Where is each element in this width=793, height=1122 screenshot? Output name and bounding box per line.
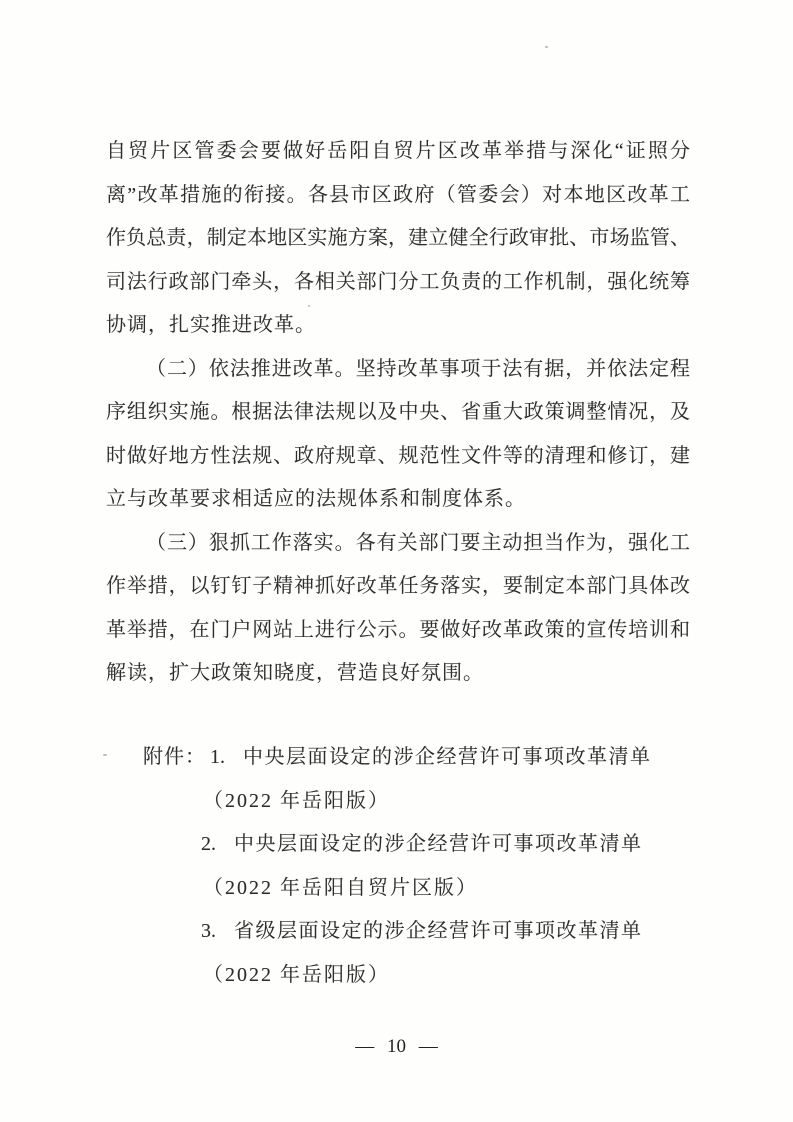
attachments-label: 附件： bbox=[143, 746, 206, 768]
body-line: 作负总责，制定本地区实施方案，建立健全行政审批、市场监管、 bbox=[106, 227, 690, 249]
paragraph bbox=[106, 522, 690, 696]
scan-speck bbox=[103, 754, 107, 756]
attachment-title: 中央层面设定的涉企经营许可事项改革清单 bbox=[243, 746, 652, 768]
body-line: 时做好地方性法规、政府规章、规范性文件等的清理和修订，建 bbox=[106, 444, 690, 467]
attachment-number: 2. bbox=[201, 833, 216, 855]
body-line: （三）狠抓工作落实。各有关部门要主动担当作为，强化工 bbox=[146, 531, 690, 554]
paragraph bbox=[106, 348, 690, 522]
attachments-section bbox=[143, 736, 703, 997]
body-line: 革举措，在门户网站上进行公示。要做好改革政策的宣传培训和 bbox=[106, 618, 690, 641]
attachment-number: 1. bbox=[210, 746, 225, 768]
body-line: 解读，扩大政策知晓度，营造良好氛围。 bbox=[106, 662, 484, 684]
body-line: 立与改革要求相适应的法规体系和制度体系。 bbox=[106, 488, 526, 510]
attachment-subtitle: （2022 年岳阳版） bbox=[203, 789, 390, 812]
body-line: （二）依法推进改革。坚持改革事项于法有据，并依法定程 bbox=[146, 357, 690, 380]
body-line: 作举措，以钉钉子精神抓好改革任务落实，要制定本部门具体改 bbox=[106, 575, 690, 597]
page-number: — 10 — bbox=[355, 1036, 438, 1057]
attachment-subtitle: （2022 年岳阳自贸片区版） bbox=[203, 876, 478, 899]
scan-speck bbox=[545, 46, 548, 48]
attachment-subtitle: （2022 年岳阳版） bbox=[203, 963, 390, 986]
body-line: 自贸片区管委会要做好岳阳自贸片区改革举措与深化“证照分 bbox=[106, 140, 690, 162]
body-line: 序组织实施。根据法律法规以及中央、省重大政策调整情况，及 bbox=[106, 401, 690, 423]
attachment-item bbox=[143, 910, 703, 997]
attachment-item bbox=[143, 736, 703, 823]
attachment-item bbox=[143, 823, 703, 910]
body-text bbox=[106, 130, 690, 696]
attachment-title: 中央层面设定的涉企经营许可事项改革清单 bbox=[234, 833, 643, 855]
scan-speck bbox=[308, 305, 310, 307]
body-line: 司法行政部门牵头，各相关部门分工负责的工作机制，强化统筹 bbox=[106, 270, 690, 293]
body-line: 离”改革措施的衔接。各县市区政府（管委会）对本地区改革工 bbox=[106, 183, 690, 206]
body-line: 协调，扎实推进改革。 bbox=[106, 314, 316, 336]
attachment-title: 省级层面设定的涉企经营许可事项改革清单 bbox=[234, 920, 643, 942]
attachment-number: 3. bbox=[201, 920, 216, 942]
paragraph bbox=[106, 130, 690, 348]
page-footer bbox=[0, 1036, 793, 1058]
